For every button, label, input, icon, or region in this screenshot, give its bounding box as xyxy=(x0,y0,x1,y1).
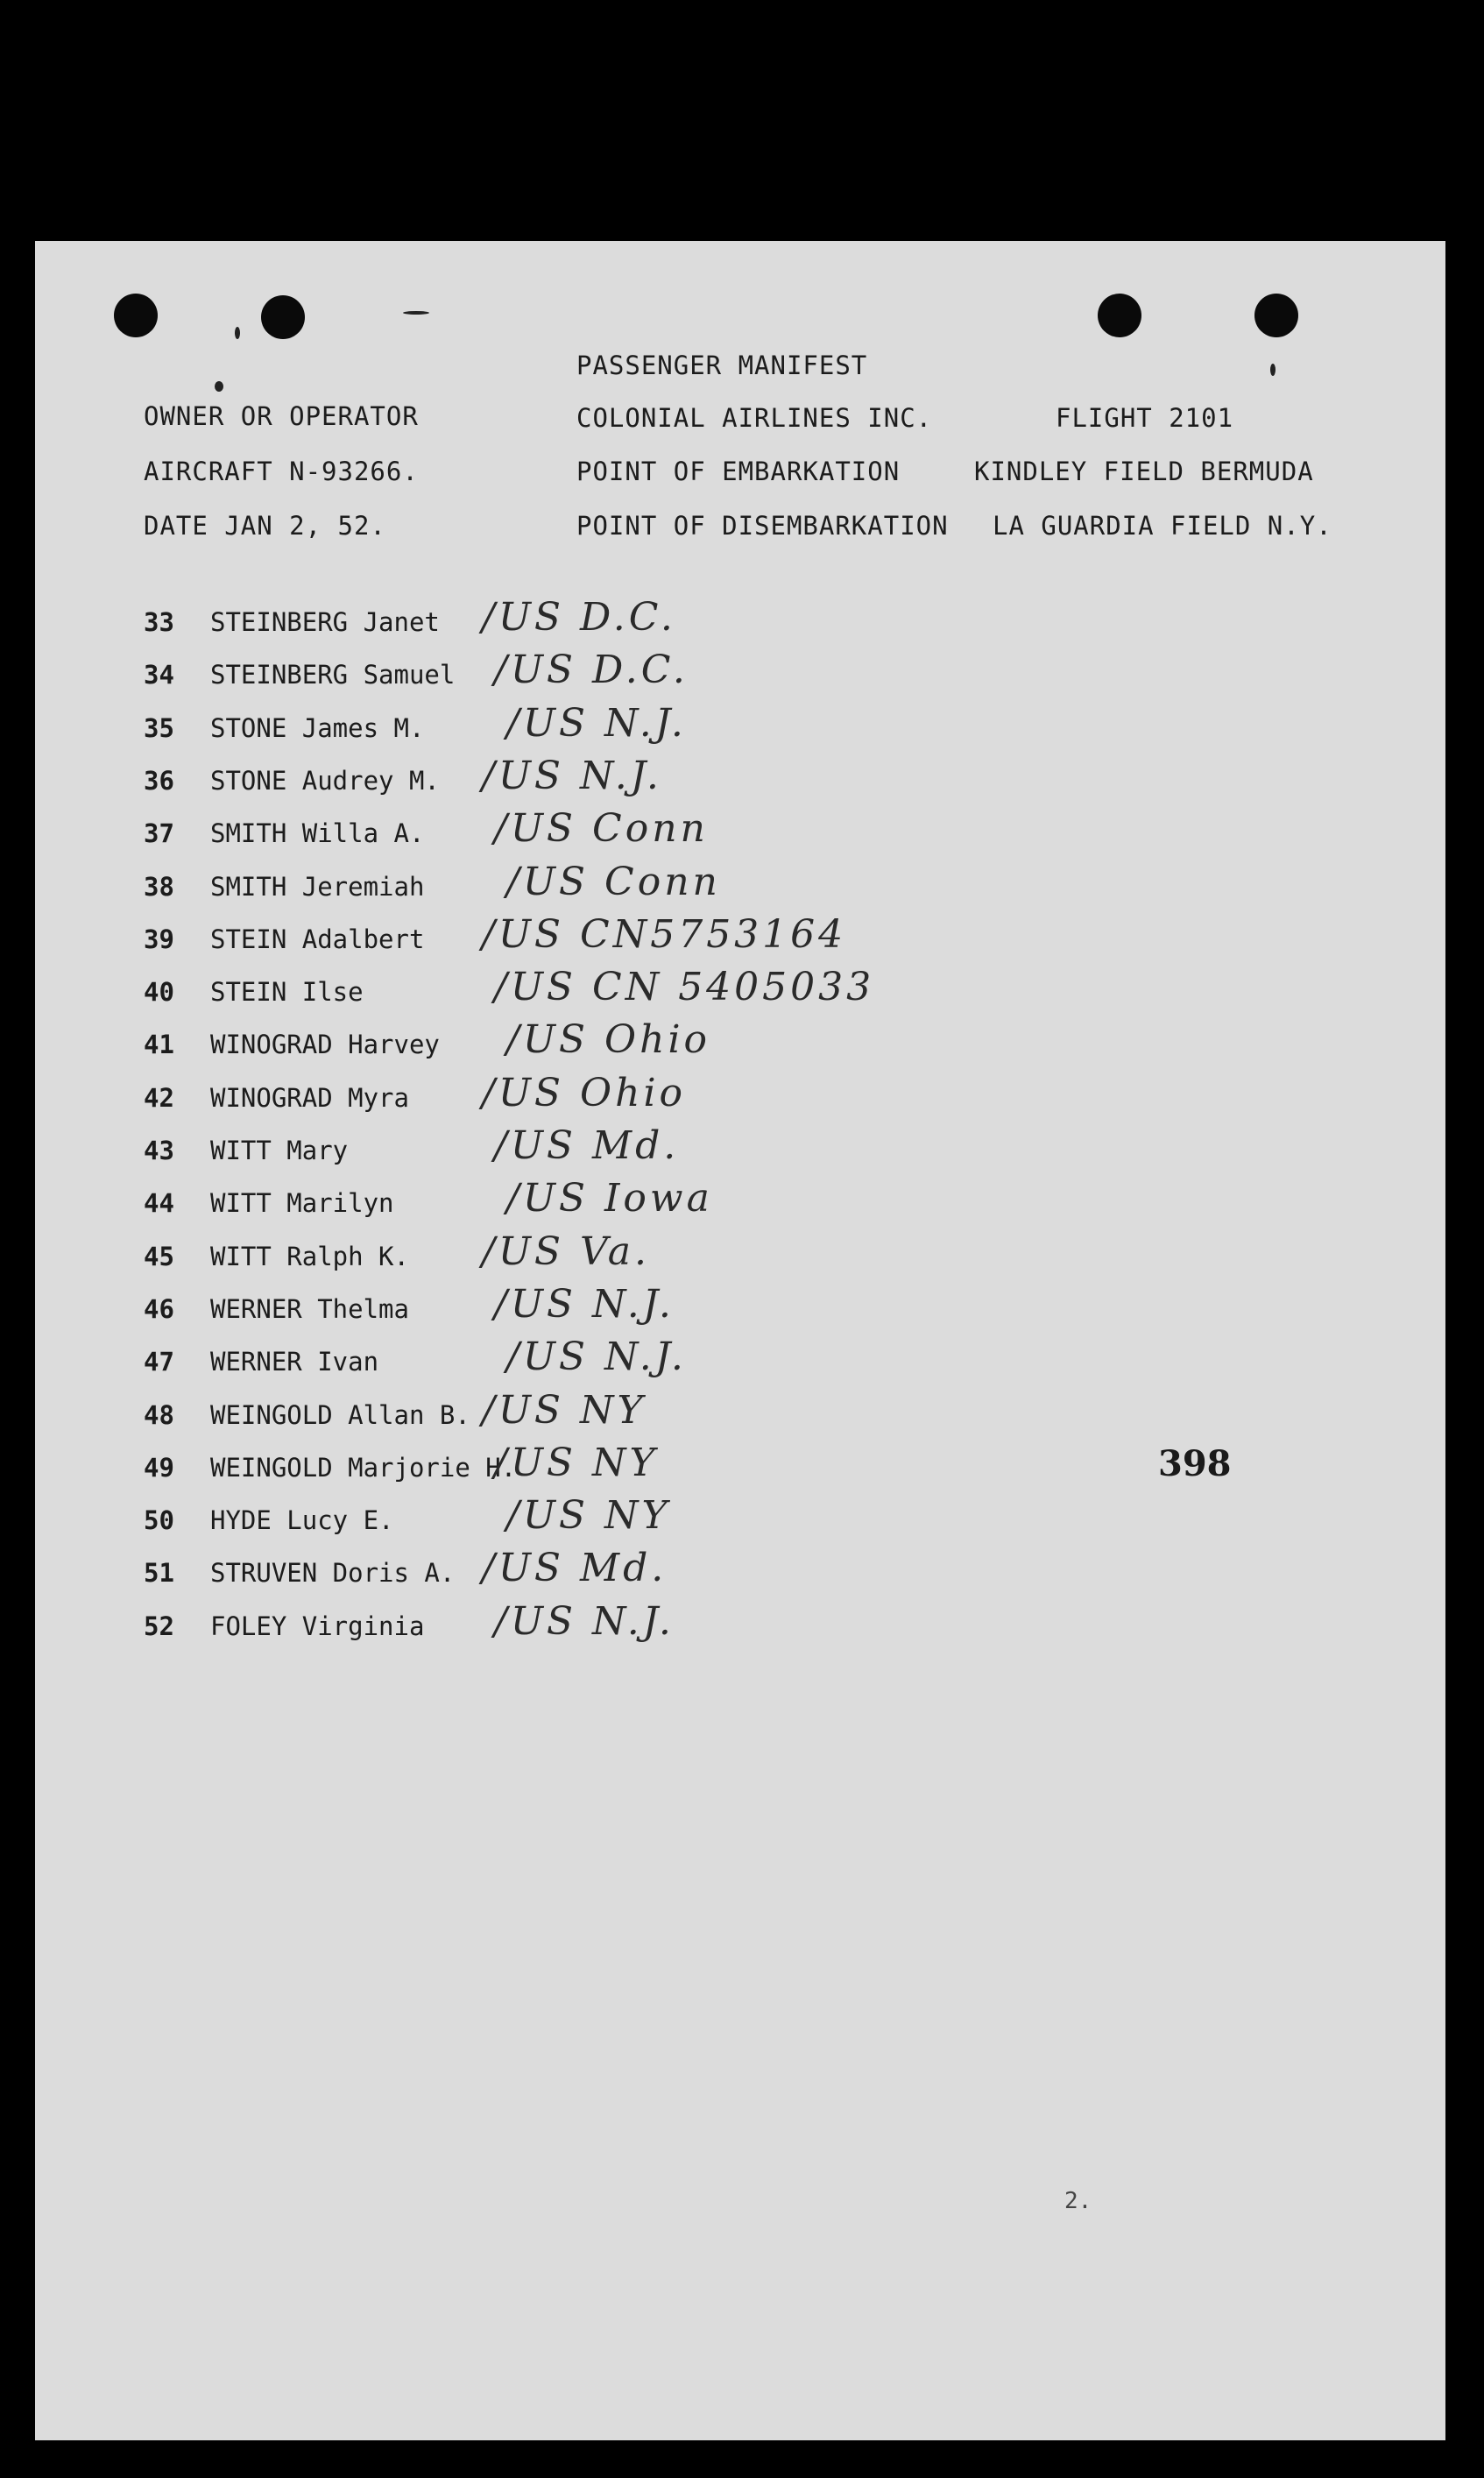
handwritten-note: /US Conn xyxy=(494,806,709,852)
disembarkation-value: LA GUARDIA FIELD N.Y. xyxy=(993,511,1332,541)
passenger-number: 42 xyxy=(144,1082,174,1113)
handwritten-note: /US D.C. xyxy=(482,595,676,640)
passenger-number: 50 xyxy=(144,1505,174,1536)
passenger-number: 47 xyxy=(144,1347,174,1377)
owner-label: OWNER OR OPERATOR xyxy=(144,401,419,431)
passenger-number: 33 xyxy=(144,607,174,637)
passenger-name: SMITH Jeremiah xyxy=(210,871,425,902)
passenger-row xyxy=(144,977,364,1016)
ink-speck xyxy=(1270,364,1276,376)
handwritten-note: /US Ohio xyxy=(482,1070,687,1115)
passenger-number: 51 xyxy=(144,1558,174,1589)
handwritten-note: /US N.J. xyxy=(506,1335,687,1380)
passenger-row xyxy=(144,1347,378,1385)
handwritten-note: /US N.J. xyxy=(494,1598,675,1644)
passenger-number: 40 xyxy=(144,977,174,1008)
flight-number: FLIGHT 2101 xyxy=(1056,403,1234,433)
handwritten-note: /US Md. xyxy=(494,1123,680,1168)
passenger-row xyxy=(144,1505,394,1544)
passenger-number: 41 xyxy=(144,1030,174,1060)
passenger-number: 35 xyxy=(144,712,174,743)
passenger-row xyxy=(144,607,440,646)
passenger-number: 46 xyxy=(144,1293,174,1324)
punch-hole xyxy=(261,295,305,339)
handwritten-note: /US Va. xyxy=(482,1228,650,1274)
manifest-title: PASSENGER MANIFEST xyxy=(576,350,868,380)
passenger-row xyxy=(144,1611,424,1650)
passenger-row xyxy=(144,1242,409,1280)
passenger-name: WITT Marilyn xyxy=(210,1188,394,1219)
passenger-row xyxy=(144,713,424,752)
passenger-row xyxy=(144,1400,470,1439)
passenger-row xyxy=(144,872,424,910)
page-number: 398 xyxy=(1158,1443,1232,1484)
handwritten-note: /US CN5753164 xyxy=(482,911,847,957)
passenger-row xyxy=(144,1188,394,1227)
passenger-name: STEINBERG Janet xyxy=(210,607,440,637)
passenger-number: 52 xyxy=(144,1611,174,1641)
passenger-row xyxy=(144,1453,516,1491)
handwritten-note: /US D.C. xyxy=(494,648,689,693)
passenger-number: 39 xyxy=(144,924,174,954)
passenger-number: 34 xyxy=(144,660,174,690)
passenger-name: WEINGOLD Allan B. xyxy=(210,1399,470,1430)
passenger-number: 44 xyxy=(144,1188,174,1219)
handwritten-note: /US Conn xyxy=(506,859,721,904)
passenger-row xyxy=(144,1136,348,1174)
disembarkation-label: POINT OF DISEMBARKATION xyxy=(576,511,949,541)
handwritten-note: /US NY xyxy=(482,1387,647,1433)
passenger-name: SMITH Willa A. xyxy=(210,818,425,849)
passenger-row xyxy=(144,1083,409,1122)
passenger-name: WEINGOLD Marjorie H. xyxy=(210,1452,517,1483)
ink-speck xyxy=(403,311,429,315)
passenger-row xyxy=(144,924,424,963)
passenger-name: HYDE Lucy E. xyxy=(210,1505,394,1536)
handwritten-note: /US NY xyxy=(506,1493,671,1539)
handwritten-note: /US CN 5405033 xyxy=(494,965,875,1010)
aircraft-id: AIRCRAFT N-93266. xyxy=(144,457,419,486)
handwritten-note: /US N.J. xyxy=(494,1281,675,1327)
passenger-name: FOLEY Virginia xyxy=(210,1611,425,1641)
passenger-name: STEINBERG Samuel xyxy=(210,660,456,690)
airline-name: COLONIAL AIRLINES INC. xyxy=(576,403,933,433)
passenger-name: STEIN Ilse xyxy=(210,977,364,1008)
passenger-name: STONE Audrey M. xyxy=(210,765,440,796)
passenger-name: STEIN Adalbert xyxy=(210,924,425,954)
passenger-row xyxy=(144,1294,409,1333)
handwritten-note: /US Iowa xyxy=(506,1176,713,1221)
passenger-number: 45 xyxy=(144,1241,174,1271)
handwritten-note: /US N.J. xyxy=(506,700,687,746)
passenger-row xyxy=(144,818,424,857)
passenger-row xyxy=(144,766,440,804)
punch-hole xyxy=(1254,294,1298,337)
handwritten-note: /US N.J. xyxy=(482,753,662,798)
passenger-number: 48 xyxy=(144,1399,174,1430)
passenger-name: WERNER Thelma xyxy=(210,1293,409,1324)
passenger-name: WITT Mary xyxy=(210,1136,349,1165)
handwritten-note: /US Ohio xyxy=(506,1017,711,1063)
passenger-number: 37 xyxy=(144,818,174,849)
passenger-name: WINOGRAD Harvey xyxy=(210,1030,440,1060)
punch-hole xyxy=(114,294,158,337)
ink-speck xyxy=(215,381,223,392)
passenger-name: WERNER Ivan xyxy=(210,1347,379,1377)
passenger-name: WINOGRAD Myra xyxy=(210,1082,409,1113)
passenger-name: STRUVEN Doris A. xyxy=(210,1558,456,1589)
passenger-number: 38 xyxy=(144,871,174,902)
footer-page: 2. xyxy=(1064,2188,1092,2214)
passenger-number: 43 xyxy=(144,1136,174,1165)
handwritten-note: /US Md. xyxy=(482,1546,668,1591)
passenger-name: WITT Ralph K. xyxy=(210,1241,409,1271)
passenger-row xyxy=(144,1558,455,1597)
embarkation-label: POINT OF EMBARKATION xyxy=(576,457,901,486)
embarkation-value: KINDLEY FIELD BERMUDA xyxy=(974,457,1314,486)
passenger-row xyxy=(144,660,455,698)
ink-speck xyxy=(235,327,240,339)
passenger-name: STONE James M. xyxy=(210,712,425,743)
passenger-number: 49 xyxy=(144,1452,174,1483)
handwritten-note: /US NY xyxy=(494,1440,659,1485)
passenger-row xyxy=(144,1030,440,1068)
passenger-number: 36 xyxy=(144,765,174,796)
manifest-page xyxy=(35,241,1445,2440)
manifest-date: DATE JAN 2, 52. xyxy=(144,511,386,541)
punch-hole xyxy=(1098,294,1141,337)
